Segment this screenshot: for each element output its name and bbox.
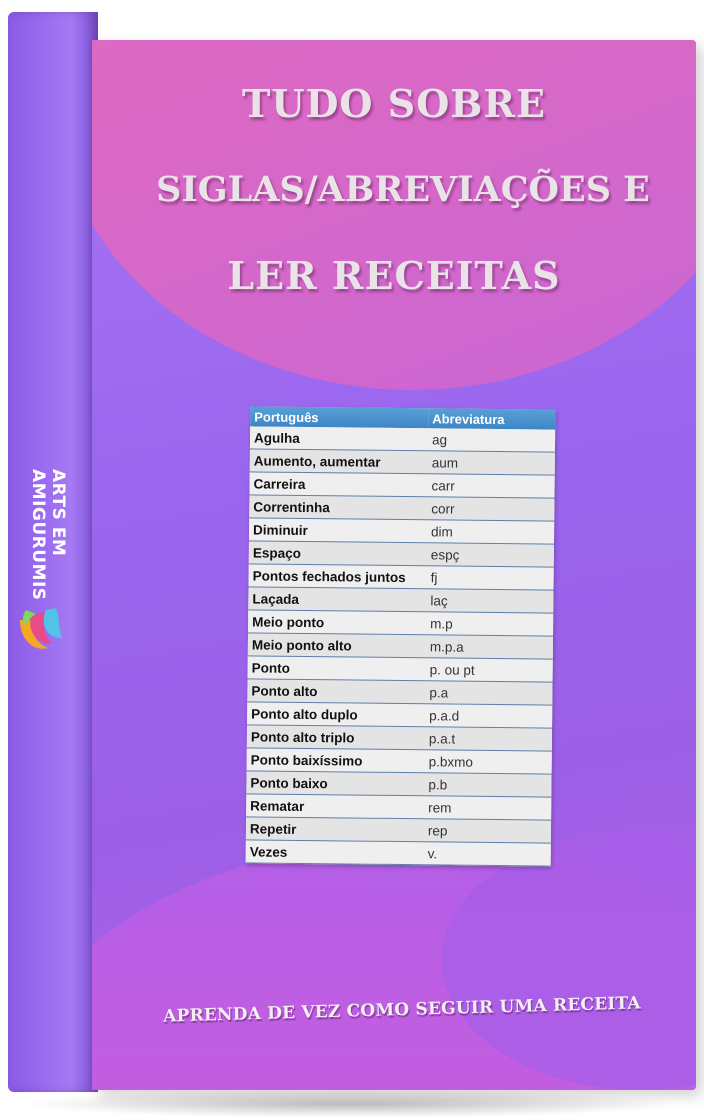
abbr-cell: p.a bbox=[425, 681, 552, 705]
term-cell: Carreira bbox=[249, 472, 427, 497]
spine-brand-line2: AMIGURUMIS bbox=[28, 469, 48, 601]
term-cell: Diminuir bbox=[249, 518, 427, 543]
table-row bbox=[246, 840, 551, 866]
term-cell: Laçada bbox=[248, 587, 426, 612]
term-cell: Ponto alto bbox=[247, 679, 425, 704]
abbreviation-table bbox=[246, 406, 556, 866]
table-row bbox=[247, 679, 552, 705]
term-cell: Ponto baixíssimo bbox=[247, 748, 425, 773]
cover-title-line3: LER RECEITAS bbox=[227, 253, 561, 298]
table-row bbox=[249, 541, 554, 567]
abbr-cell: ag bbox=[428, 428, 555, 452]
term-cell: Agulha bbox=[250, 426, 428, 450]
table-row bbox=[249, 564, 554, 590]
table-row bbox=[246, 794, 551, 820]
table-row bbox=[248, 610, 553, 636]
abbr-cell: laç bbox=[426, 589, 553, 613]
abbr-cell: p.b bbox=[424, 773, 551, 797]
abbr-cell: p.a.d bbox=[425, 704, 552, 728]
term-cell: Pontos fechados juntos bbox=[249, 564, 427, 589]
abbr-cell: m.p bbox=[426, 612, 553, 636]
table-row bbox=[249, 472, 554, 498]
abbr-cell: rep bbox=[424, 819, 551, 843]
term-cell: Repetir bbox=[246, 817, 424, 842]
table-row bbox=[246, 771, 551, 797]
abbr-cell: p.bxmo bbox=[425, 750, 552, 774]
abbr-cell: m.p.a bbox=[426, 635, 553, 659]
abbr-cell: corr bbox=[427, 497, 554, 521]
table-row bbox=[249, 518, 554, 544]
term-cell: Rematar bbox=[246, 794, 424, 819]
abbr-cell: v. bbox=[424, 842, 551, 866]
abbr-cell: espç bbox=[427, 543, 554, 567]
spine-brand bbox=[22, 467, 82, 617]
header-portugues: Português bbox=[250, 406, 428, 428]
cover-title bbox=[92, 82, 696, 298]
table-row bbox=[247, 702, 552, 728]
cover-subtitle: APRENDA DE VEZ COMO SEGUIR UMA RECEITA bbox=[162, 993, 642, 1027]
abbr-cell: fj bbox=[427, 566, 554, 590]
table-row bbox=[249, 495, 554, 521]
book-shadow bbox=[20, 1090, 680, 1118]
book-cover bbox=[92, 40, 696, 1090]
abbr-cell: rem bbox=[424, 796, 551, 820]
table-row bbox=[250, 449, 555, 475]
term-cell: Ponto bbox=[248, 656, 426, 681]
table-row bbox=[246, 817, 551, 843]
abbr-cell: dim bbox=[427, 520, 554, 544]
table-row bbox=[250, 426, 555, 452]
term-cell: Ponto alto duplo bbox=[247, 702, 425, 727]
abbr-cell: p. ou pt bbox=[426, 658, 553, 682]
abbr-cell: carr bbox=[427, 474, 554, 498]
cover-title-line1: TUDO SOBRE bbox=[242, 81, 546, 126]
book-spine bbox=[8, 12, 98, 1092]
header-abreviatura: Abreviatura bbox=[428, 408, 555, 429]
table-row bbox=[248, 587, 553, 613]
abbr-cell: aum bbox=[428, 451, 555, 475]
term-cell: Meio ponto bbox=[248, 610, 426, 635]
table-row bbox=[247, 725, 552, 751]
term-cell: Ponto alto triplo bbox=[247, 725, 425, 750]
term-cell: Aumento, aumentar bbox=[250, 449, 428, 474]
spine-brand-line1: ARTS EM bbox=[48, 469, 68, 557]
term-cell: Correntinha bbox=[249, 495, 427, 520]
term-cell: Meio ponto alto bbox=[248, 633, 426, 658]
term-cell: Ponto baixo bbox=[246, 771, 424, 796]
colorful-swirl-logo-icon bbox=[12, 600, 68, 656]
table-row bbox=[248, 633, 553, 659]
cover-title-line2: SIGLAS/ABREVIAÇÕES E bbox=[156, 169, 650, 210]
term-cell: Vezes bbox=[246, 840, 424, 865]
abbr-cell: p.a.t bbox=[425, 727, 552, 751]
term-cell: Espaço bbox=[249, 541, 427, 566]
table-row bbox=[247, 748, 552, 774]
table-row bbox=[248, 656, 553, 682]
